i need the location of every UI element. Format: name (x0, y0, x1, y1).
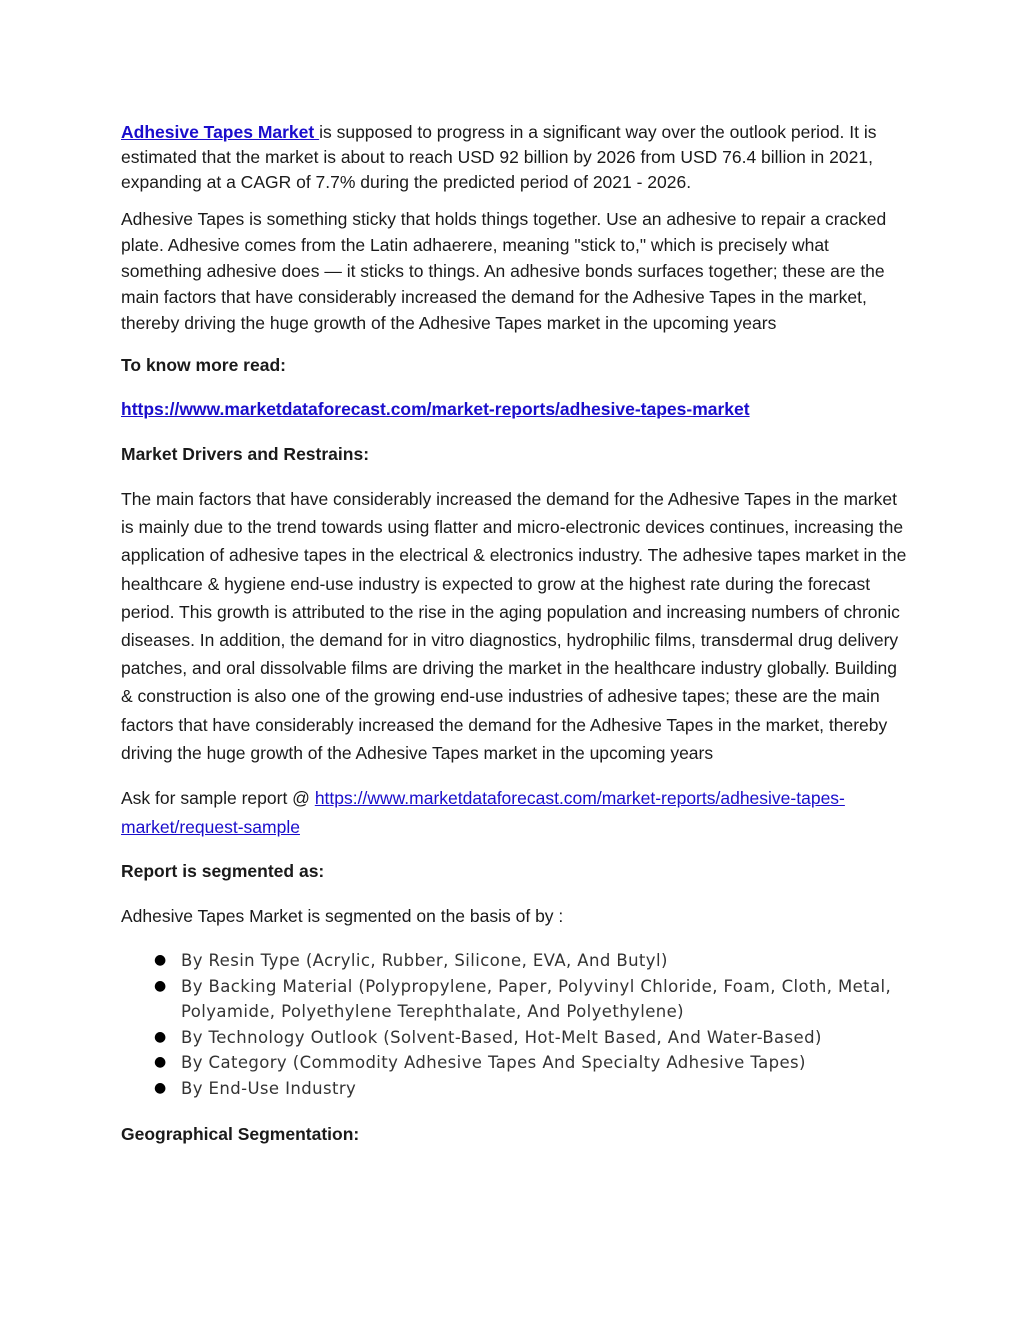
list-item (154, 1050, 911, 1076)
document-page (121, 120, 911, 1147)
list-item (154, 1025, 911, 1051)
geo-heading: Geographical Segmentation: (121, 1124, 360, 1145)
bullet-icon: ● (154, 1028, 167, 1045)
sample-label: Ask for sample report @ (121, 788, 315, 809)
segment-list (121, 948, 911, 1101)
list-item (154, 1076, 911, 1102)
intro-text: is supposed to progress in a significant way over the outlook period. It is estimated that the market is about to reach USD 92 billion by 2026 from USD 76.4 billion in 2021, expanding at a CAGR of 7.7% during the predicted period of 2021 - 2026. (121, 122, 877, 192)
know-more-url-line (121, 396, 911, 422)
sample-request-link[interactable]: https://www.marketdataforecast.com/market-reports/adhesive-tapes-market/request-sample (121, 788, 845, 837)
segmentation-heading: Report is segmented as: (121, 861, 325, 882)
bullet-icon: ● (154, 952, 167, 969)
segment-item-text: By Backing Material (Polypropylene, Paper, Polyvinyl Chloride, Foam, Cloth, Metal, Polyamide, Polyethylene Terephthalate, And Polyethylene) (181, 976, 892, 1022)
segmentation-intro: Adhesive Tapes Market is segmented on the basis of by : (121, 906, 564, 927)
segment-item-text: By Technology Outlook (Solvent-Based, Hot-Melt Based, And Water-Based) (181, 1027, 822, 1047)
intro-paragraph (121, 120, 911, 195)
list-item (154, 948, 911, 974)
bullet-icon: ● (154, 1054, 167, 1071)
segment-item-text: By Resin Type (Acrylic, Rubber, Silicone, EVA, And Butyl) (181, 951, 668, 971)
bullet-icon: ● (154, 977, 167, 994)
know-more-label: To know more read: (121, 355, 286, 375)
adhesive-tapes-market-link[interactable]: Adhesive Tapes Market (121, 122, 320, 142)
list-item (154, 974, 911, 1025)
segment-item-text: By End-Use Industry (181, 1078, 357, 1098)
report-url-link[interactable]: https://www.marketdataforecast.com/market-reports/adhesive-tapes-market (121, 399, 750, 419)
drivers-paragraph: The main factors that have considerably increased the demand for the Adhesive Tapes in the market is mainly due to the trend towards using flatter and micro-electronic devices continues, increasing the application of adhesive tapes in the electrical & electronics industry. The adhesive tapes market in the healthcare & hygiene end-use industry is expected to grow at the highest rate during the forecast period. This growth is attributed to the rise in the aging population and increasing numbers of chronic diseases. In addition, the demand for in vitro diagnostics, hydrophilic films, transdermal drug delivery patches, and oral dissolvable films are driving the market in the healthcare industry globally. Building & construction is also one of the growing end-use industries of adhesive tapes; these are the main factors that have considerably increased the demand for the Adhesive Tapes in the market, thereby driving the huge growth of the Adhesive Tapes market in the upcoming years (121, 489, 907, 763)
description-paragraph: Adhesive Tapes is something sticky that holds things together. Use an adhesive to repair a cracked plate. Adhesive comes from the Latin adhaerere, meaning "stick to," which is precisely what something adhesive does — it sticks to things. An adhesive bonds surfaces together; these are the main factors that have considerably increased the demand for the Adhesive Tapes in the market, thereby driving the huge growth of the Adhesive Tapes market in the upcoming years (121, 209, 887, 333)
drivers-heading: Market Drivers and Restrains: (121, 444, 370, 464)
segment-item-text: By Category (Commodity Adhesive Tapes And Specialty Adhesive Tapes) (181, 1053, 806, 1073)
sample-paragraph (121, 784, 911, 841)
bullet-icon: ● (154, 1079, 167, 1096)
